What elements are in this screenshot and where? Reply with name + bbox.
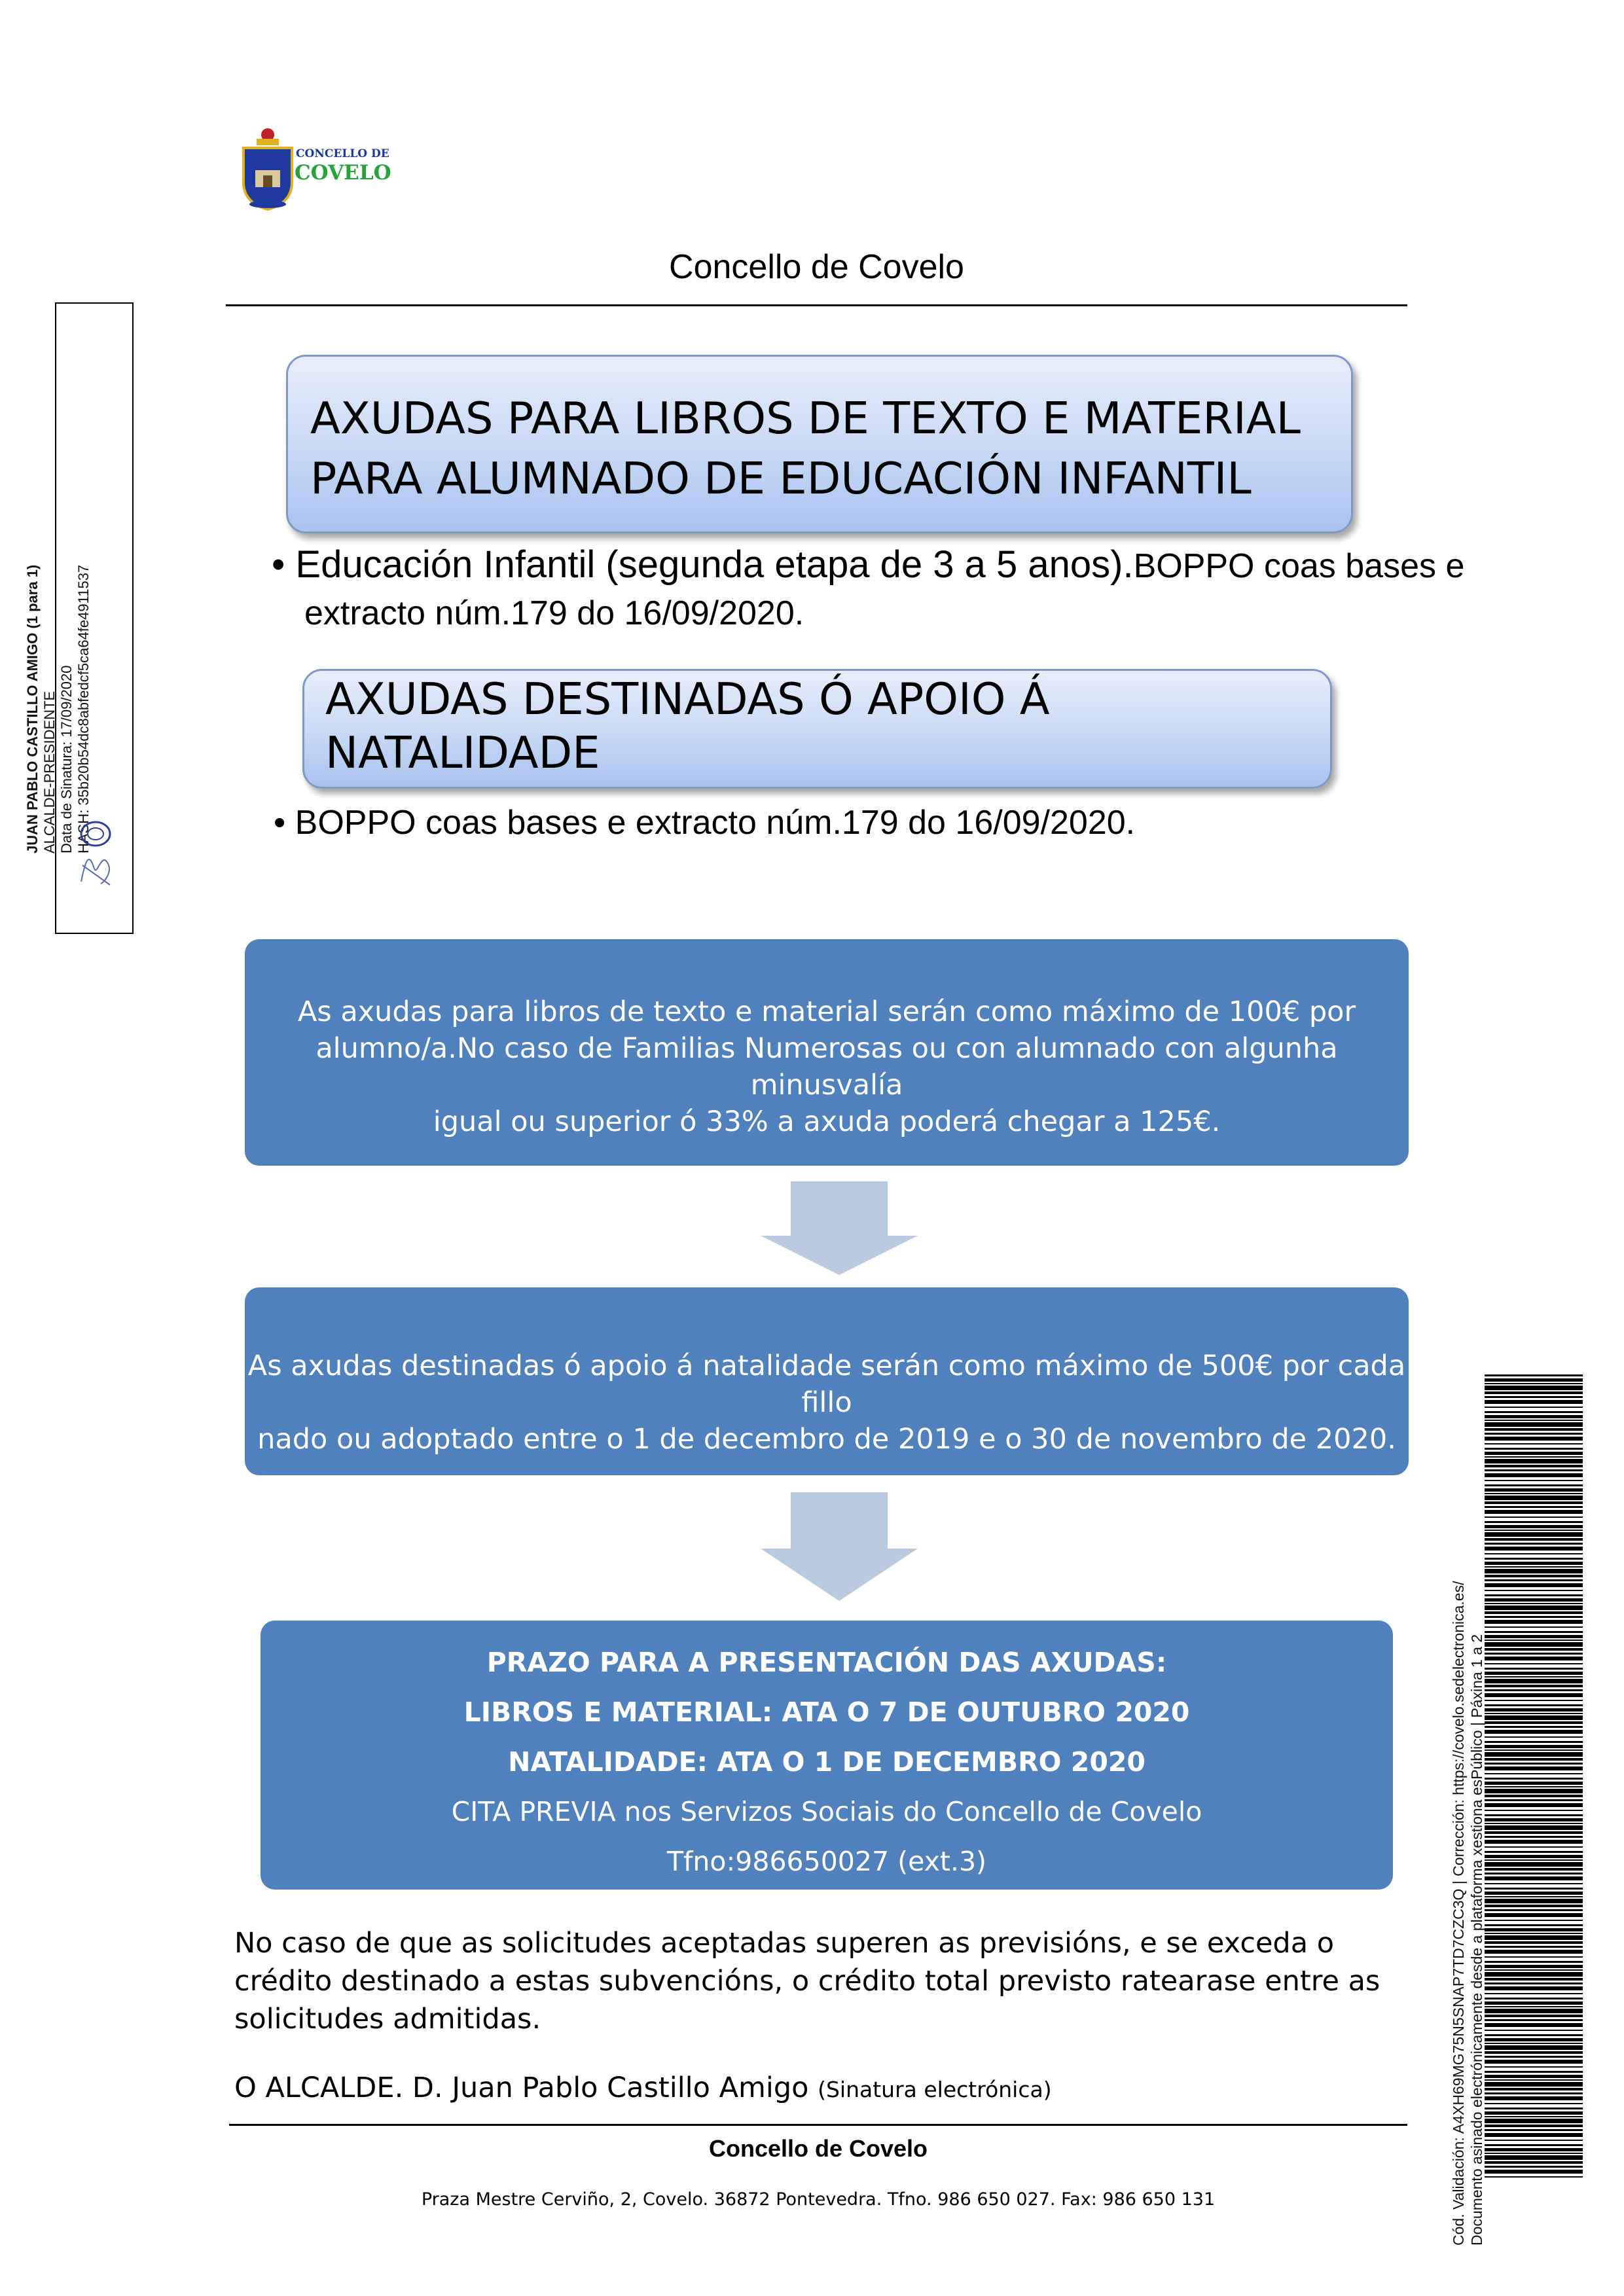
barcode-bar bbox=[1485, 1516, 1583, 1518]
barcode-bar bbox=[1485, 1851, 1583, 1853]
books-aid-title-line1: AXUDAS PARA LIBROS DE TEXTO E MATERIAL bbox=[310, 393, 1301, 444]
barcode-bar bbox=[1485, 2009, 1583, 2013]
natality-aid-amount-box bbox=[245, 1287, 1409, 1475]
validation-code-line: Cód. Validación: A4XH69MG75N5SNAP7TD7CZC3Q | Corrección: https://covelo.sedelectronica.es/ bbox=[1450, 1581, 1467, 2246]
barcode-bar bbox=[1485, 1532, 1583, 1537]
barcode-bar bbox=[1485, 1752, 1583, 1757]
deadline-books: LIBROS E MATERIAL: ATA O 7 DE OUTUBRO 2020 bbox=[463, 1696, 1190, 1728]
barcode-bar bbox=[1485, 1836, 1583, 1838]
barcode-bar bbox=[1485, 1598, 1583, 1602]
barcode-bar bbox=[1485, 1713, 1583, 1714]
barcode-bar bbox=[1485, 1579, 1583, 1581]
barcode-bar bbox=[1485, 2088, 1583, 2090]
barcode-bar bbox=[1485, 1538, 1583, 1541]
signer-role: ALCALDE-PRESIDENTE bbox=[41, 691, 58, 853]
barcode-bar bbox=[1485, 2161, 1583, 2164]
barcode-bar bbox=[1485, 1862, 1583, 1867]
proration-note-line1: No caso de que as solicitudes aceptadas superen as previsións, e se exceda o bbox=[234, 1927, 1335, 1960]
barcode-bar bbox=[1485, 1635, 1583, 1638]
barcode-bar bbox=[1485, 1469, 1583, 1471]
validation-text bbox=[1449, 1362, 1496, 2246]
barcode-bar bbox=[1485, 1530, 1583, 1531]
natality-aid-bullet-text: BOPPO coas bases e extracto núm.179 do 16/09/2020. bbox=[295, 804, 1136, 842]
appointment-info: CITA PREVIA nos Servizos Sociais do Concello de Covelo bbox=[451, 1796, 1202, 1827]
barcode-bar bbox=[1485, 2103, 1583, 2104]
barcode-bar bbox=[1485, 1941, 1583, 1944]
barcode-bar bbox=[1485, 2111, 1583, 2115]
barcode-bar bbox=[1485, 1437, 1583, 1441]
deadline-box bbox=[261, 1621, 1393, 1890]
barcode-bar bbox=[1485, 1631, 1583, 1633]
barcode-bar bbox=[1485, 1859, 1583, 1861]
barcode-bar bbox=[1485, 1443, 1583, 1444]
barcode-bar bbox=[1485, 2056, 1583, 2058]
barcode-bar bbox=[1485, 2148, 1583, 2151]
barcode-bar bbox=[1485, 1428, 1583, 1431]
signature-hash: HASH: 35b20b54dc8abfedcf5ca64fe4911537 bbox=[75, 564, 92, 853]
barcode-bar bbox=[1485, 1950, 1583, 1954]
footer-address: Praza Mestre Cerviño, 2, Covelo. 36872 Pontevedra. Tfno. 986 650 027. Fax: 986 650 131 bbox=[421, 2189, 1216, 2210]
barcode-bar bbox=[1485, 1935, 1583, 1940]
proration-note-line2: crédito destinado a estas subvencións, o crédito total previsto ratearase entre as bbox=[234, 1965, 1380, 1998]
barcode-bar bbox=[1485, 1730, 1583, 1734]
barcode-bar bbox=[1485, 1965, 1583, 1968]
header-divider bbox=[226, 304, 1407, 306]
mayor-signoff bbox=[234, 2072, 1052, 2104]
barcode-bar bbox=[1485, 2045, 1583, 2050]
barcode-bar bbox=[1485, 1456, 1583, 1458]
barcode-bar bbox=[1485, 1583, 1583, 1587]
barcode-bar bbox=[1485, 1909, 1583, 1911]
barcode-bar bbox=[1485, 1778, 1583, 1780]
barcode-bar bbox=[1485, 2176, 1583, 2178]
barcode-bar bbox=[1485, 1616, 1583, 1618]
barcode-bar bbox=[1485, 1679, 1583, 1683]
barcode-bar bbox=[1485, 2001, 1583, 2005]
barcode-bar bbox=[1485, 1741, 1583, 1743]
barcode-bar bbox=[1485, 1961, 1583, 1963]
barcode-bar bbox=[1485, 1391, 1583, 1394]
barcode-bar bbox=[1485, 1795, 1583, 1797]
down-arrow-icon bbox=[791, 1492, 888, 1550]
barcode-bar bbox=[1485, 1736, 1583, 1738]
barcode-bar bbox=[1485, 1786, 1583, 1787]
barcode-bar bbox=[1485, 1831, 1583, 1834]
barcode-bar bbox=[1485, 1708, 1583, 1712]
barcode-bar bbox=[1485, 1799, 1583, 1801]
barcode-bar bbox=[1485, 1473, 1583, 1477]
natality-aid-title-line2: NATALIDADE bbox=[325, 727, 600, 778]
barcode-bar bbox=[1485, 1969, 1583, 1971]
barcode-bar bbox=[1485, 1876, 1583, 1880]
barcode-bar bbox=[1485, 1986, 1583, 1990]
mayor-signoff-text: O ALCALDE. D. Juan Pablo Castillo Amigo bbox=[234, 2072, 818, 2104]
barcode-bar bbox=[1485, 2015, 1583, 2017]
barcode-bar bbox=[1485, 1982, 1583, 1984]
barcode-bar bbox=[1485, 2019, 1583, 2021]
barcode-bar bbox=[1485, 1488, 1583, 1492]
signature-strip-text bbox=[24, 382, 101, 853]
barcode-bar bbox=[1485, 1383, 1583, 1384]
barcode-bar bbox=[1485, 1810, 1583, 1811]
barcode-bar bbox=[1485, 1749, 1583, 1751]
barcode-bar bbox=[1485, 1773, 1583, 1774]
down-arrow-icon bbox=[791, 1181, 888, 1237]
barcode-bar bbox=[1485, 2116, 1583, 2117]
barcode-bar bbox=[1485, 2030, 1583, 2031]
barcode-bar bbox=[1485, 1855, 1583, 1858]
barcode-bar bbox=[1485, 1396, 1583, 1398]
barcode-bar bbox=[1485, 1998, 1583, 2000]
barcode-bar bbox=[1485, 2108, 1583, 2109]
barcode-bar bbox=[1485, 1663, 1583, 1664]
barcode-bar bbox=[1485, 2023, 1583, 2027]
barcode-bar bbox=[1485, 2043, 1583, 2044]
signature-date: Data de Sinatura: 17/09/2020 bbox=[58, 665, 75, 853]
deadline-natality: NATALIDADE: ATA O 1 DE DECEMBRO 2020 bbox=[508, 1746, 1146, 1778]
barcode-bar bbox=[1485, 1946, 1583, 1948]
barcode-bar bbox=[1485, 2071, 1583, 2073]
natality-aid-bullet: • BOPPO coas bases e extracto núm.179 do 16/09/2020. bbox=[274, 804, 1136, 842]
barcode-bar bbox=[1485, 2170, 1583, 2174]
barcode-bar bbox=[1485, 1840, 1583, 1844]
proration-note bbox=[234, 1924, 1413, 2038]
barcode-bar bbox=[1485, 1672, 1583, 1675]
appointment-phone: Tfno:986650027 (ext.3) bbox=[666, 1846, 987, 1877]
barcode-bar bbox=[1485, 2092, 1583, 2094]
barcode-bar bbox=[1485, 1642, 1583, 1647]
barcode-bar bbox=[1485, 2051, 1583, 2054]
barcode-bar bbox=[1485, 1745, 1583, 1748]
barcode-bar bbox=[1485, 1605, 1583, 1610]
books-aid-bullet: • Educación Infantil (segunda etapa de 3 a 5 anos).BOPPO coas bases e extracto núm.179 do 16/09/2020. bbox=[272, 541, 1515, 637]
books-aid-amount-line2: alumno/a.No caso de Familias Numerosas ou con alumnado con algunha minusvalía bbox=[316, 1032, 1338, 1102]
barcode-bar bbox=[1485, 2075, 1583, 2078]
barcode-bar bbox=[1485, 1407, 1583, 1408]
validation-barcode bbox=[1485, 1374, 1583, 2179]
barcode-bar bbox=[1485, 1818, 1583, 1821]
barcode-bar bbox=[1485, 1411, 1583, 1413]
barcode-bar bbox=[1485, 1611, 1583, 1614]
books-aid-heading-box bbox=[286, 355, 1353, 533]
books-aid-bullet-line2: extracto núm.179 do 16/09/2020. bbox=[304, 594, 804, 632]
barcode-bar bbox=[1485, 2060, 1583, 2064]
barcode-bar bbox=[1485, 2006, 1583, 2007]
barcode-bar bbox=[1485, 1700, 1583, 1701]
barcode-bar bbox=[1485, 1374, 1583, 1376]
barcode-bar bbox=[1485, 1767, 1583, 1770]
barcode-bar bbox=[1485, 2140, 1583, 2141]
barcode-bar bbox=[1485, 1433, 1583, 1435]
barcode-bar bbox=[1485, 1825, 1583, 1830]
barcode-bar bbox=[1485, 1956, 1583, 1958]
barcode-bar bbox=[1485, 2153, 1583, 2154]
barcode-bar bbox=[1485, 1653, 1583, 1655]
barcode-bar bbox=[1485, 1496, 1583, 1500]
barcode-bar bbox=[1485, 1562, 1583, 1565]
barcode-bar bbox=[1485, 2066, 1583, 2068]
natality-aid-heading-box bbox=[302, 669, 1332, 789]
barcode-bar bbox=[1485, 2155, 1583, 2160]
barcode-bar bbox=[1485, 1846, 1583, 1848]
books-aid-amount-line3: igual ou superior ó 33% a axuda poderá chegar a 125€. bbox=[433, 1105, 1221, 1138]
barcode-bar bbox=[1485, 2129, 1583, 2131]
barcode-bar bbox=[1485, 1899, 1583, 1903]
electronic-signature-label: (Sinatura electrónica) bbox=[818, 2077, 1052, 2102]
barcode-bar bbox=[1485, 1415, 1583, 1418]
barcode-bar bbox=[1485, 1553, 1583, 1554]
barcode-bar bbox=[1485, 2144, 1583, 2146]
footer-divider bbox=[229, 2124, 1407, 2126]
footer-title: Concello de Covelo bbox=[708, 2135, 928, 2162]
barcode-bar bbox=[1485, 1721, 1583, 1724]
barcode-bar bbox=[1485, 1594, 1583, 1596]
proration-note-line3: solicitudes admitidas. bbox=[234, 2003, 541, 2036]
barcode-bar bbox=[1485, 1501, 1583, 1504]
barcode-bar bbox=[1485, 1689, 1583, 1691]
barcode-bar bbox=[1485, 2034, 1583, 2036]
barcode-bar bbox=[1485, 1547, 1583, 1551]
books-aid-bullet-main: Educación Infantil (segunda etapa de 3 a 5 anos). bbox=[295, 543, 1134, 586]
barcode-bar bbox=[1485, 1704, 1583, 1706]
barcode-bar bbox=[1485, 2082, 1583, 2087]
barcode-bar bbox=[1485, 2038, 1583, 2041]
barcode-bar bbox=[1485, 2079, 1583, 2081]
barcode-bar bbox=[1485, 1590, 1583, 1591]
barcode-bar bbox=[1485, 1657, 1583, 1660]
deadline-heading: PRAZO PARA A PRESENTACIÓN DAS AXUDAS: bbox=[486, 1647, 1167, 1678]
signature-seal-icon bbox=[69, 819, 122, 888]
barcode-bar bbox=[1485, 1868, 1583, 1871]
barcode-bar bbox=[1485, 2096, 1583, 2100]
barcode-bar bbox=[1485, 1763, 1583, 1765]
barcode-bar bbox=[1485, 1789, 1583, 1793]
barcode-bar bbox=[1485, 1823, 1583, 1824]
barcode-bar bbox=[1485, 1422, 1583, 1427]
barcode-bar bbox=[1485, 1465, 1583, 1467]
barcode-bar bbox=[1485, 1378, 1583, 1382]
barcode-bar bbox=[1485, 2133, 1583, 2137]
logo-text-covelo: COVELO bbox=[295, 161, 391, 185]
barcode-bar bbox=[1485, 1452, 1583, 1455]
barcode-bar bbox=[1485, 1888, 1583, 1890]
barcode-bar bbox=[1485, 1558, 1583, 1560]
natality-aid-title-line1: AXUDAS DESTINADAS Ó APOIO Á bbox=[325, 673, 1050, 725]
concello-covelo-coat-of-arms-logo bbox=[237, 124, 299, 213]
barcode-bar bbox=[1485, 1715, 1583, 1720]
barcode-bar bbox=[1485, 1459, 1583, 1463]
barcode-bar bbox=[1485, 1603, 1583, 1604]
barcode-bar bbox=[1485, 1726, 1583, 1728]
barcode-bar bbox=[1485, 1920, 1583, 1921]
barcode-bar bbox=[1485, 1484, 1583, 1486]
barcode-bar bbox=[1485, 1575, 1583, 1577]
barcode-bar bbox=[1485, 1693, 1583, 1697]
natality-aid-amount-line2: nado ou adoptado entre o 1 de decembro de 2019 e o 30 de novembro de 2020. bbox=[257, 1423, 1396, 1456]
barcode-bar bbox=[1485, 1506, 1583, 1508]
barcode-bar bbox=[1485, 1521, 1583, 1523]
books-aid-amount-box bbox=[245, 939, 1409, 1166]
barcode-bar bbox=[1485, 1626, 1583, 1628]
barcode-bar bbox=[1485, 1448, 1583, 1450]
barcode-bar bbox=[1485, 1510, 1583, 1514]
barcode-bar bbox=[1485, 1525, 1583, 1528]
barcode-bar bbox=[1485, 1668, 1583, 1670]
barcode-bar bbox=[1485, 1978, 1583, 1981]
barcode-bar bbox=[1485, 2119, 1583, 2123]
barcode-bar bbox=[1485, 2125, 1583, 2127]
barcode-bar bbox=[1485, 1883, 1583, 1884]
barcode-bar bbox=[1485, 1480, 1583, 1481]
logo-text-concello-de: CONCELLO DE bbox=[296, 147, 389, 160]
barcode-bar bbox=[1485, 1933, 1583, 1934]
barcode-bar bbox=[1485, 1566, 1583, 1568]
barcode-bar bbox=[1485, 1924, 1583, 1926]
barcode-bar bbox=[1485, 1640, 1583, 1641]
barcode-bar bbox=[1485, 1400, 1583, 1404]
barcode-bar bbox=[1485, 1543, 1583, 1545]
barcode-bar bbox=[1485, 1648, 1583, 1651]
barcode-bar bbox=[1485, 1905, 1583, 1907]
books-aid-title-line2: PARA ALUMNADO DE EDUCACIÓN INFANTIL bbox=[310, 453, 1252, 504]
natality-aid-amount-line1: As axudas destinadas ó apoio á natalidade serán como máximo de 500€ por cada fillo bbox=[247, 1350, 1406, 1419]
barcode-bar bbox=[1485, 1676, 1583, 1677]
barcode-bar bbox=[1485, 1803, 1583, 1807]
barcode-bar bbox=[1485, 1928, 1583, 1931]
barcode-bar bbox=[1485, 1386, 1583, 1390]
validation-platform-line: Documento asinado electrónicamente desde a plataforma xestiona esPúblico | Páxina 1 a 2 bbox=[1468, 1634, 1485, 2246]
barcode-bar bbox=[1485, 1814, 1583, 1816]
barcode-bar bbox=[1485, 1758, 1583, 1761]
books-aid-amount-line1: As axudas para libros de texto e material serán como máximo de 100€ por bbox=[297, 996, 1356, 1028]
barcode-bar bbox=[1485, 1685, 1583, 1687]
signer-name: JUAN PABLO CASTILLO AMIGO (1 para 1) bbox=[24, 564, 41, 853]
barcode-bar bbox=[1485, 1420, 1583, 1421]
barcode-bar bbox=[1485, 1873, 1583, 1874]
barcode-bar bbox=[1485, 2166, 1583, 2168]
barcode-bar bbox=[1485, 1620, 1583, 1624]
down-arrow-head bbox=[761, 1236, 918, 1275]
barcode-bar bbox=[1485, 1913, 1583, 1917]
barcode-bar bbox=[1485, 1569, 1583, 1573]
barcode-bar bbox=[1485, 1493, 1583, 1494]
books-aid-bullet-tail: BOPPO coas bases e bbox=[1133, 547, 1465, 585]
down-arrow-head bbox=[761, 1549, 918, 1601]
barcode-bar bbox=[1485, 1782, 1583, 1785]
page-header-title: Concello de Covelo bbox=[669, 248, 964, 286]
barcode-bar bbox=[1485, 1896, 1583, 1897]
barcode-bar bbox=[1485, 1892, 1583, 1895]
barcode-bar bbox=[1485, 1972, 1583, 1977]
barcode-bar bbox=[1485, 1993, 1583, 1994]
